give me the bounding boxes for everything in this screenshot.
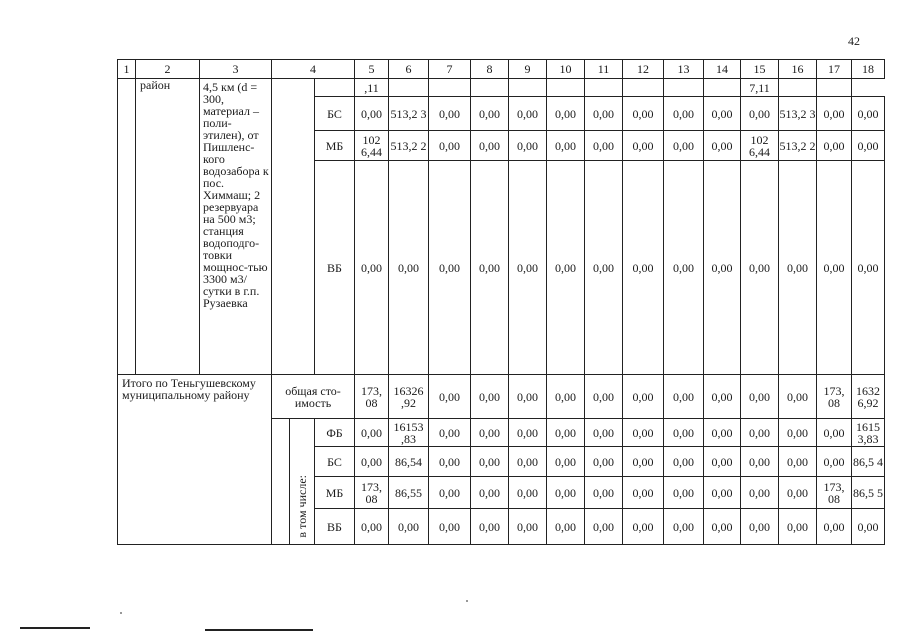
value-cell: 0,00 <box>429 131 471 161</box>
total-label: Итого по Теньгушевскому муниципальному району <box>118 375 272 545</box>
value-cell: 0,00 <box>429 509 471 545</box>
value-cell: 0,00 <box>779 477 817 509</box>
header-cell: 5 <box>355 60 389 79</box>
value-cell: 0,00 <box>585 509 623 545</box>
scan-speck <box>466 600 468 602</box>
value-cell: 0,00 <box>817 161 852 375</box>
value-cell: 0,00 <box>429 477 471 509</box>
value-cell: 0,00 <box>429 419 471 447</box>
value-cell: 0,00 <box>471 419 509 447</box>
scan-edge-line <box>20 627 90 629</box>
value-cell: 0,00 <box>355 97 389 131</box>
header-cell: 10 <box>547 60 585 79</box>
value-cell: 0,00 <box>509 375 547 419</box>
value-cell: 0,00 <box>585 477 623 509</box>
value-cell: 0,00 <box>623 419 664 447</box>
source-cell: БС <box>315 447 355 477</box>
value-cell: 513,2 2 <box>389 131 429 161</box>
general-cost-label: общая сто-имость <box>272 375 355 419</box>
value-cell: 0,00 <box>741 375 779 419</box>
header-cell: 8 <box>471 60 509 79</box>
value-cell <box>704 79 741 97</box>
value-cell: 0,00 <box>585 161 623 375</box>
header-cell: 18 <box>852 60 885 79</box>
value-cell: 513,2 3 <box>779 97 817 131</box>
value-cell: 0,00 <box>704 131 741 161</box>
value-cell: 0,00 <box>664 131 704 161</box>
value-cell: 0,00 <box>471 161 509 375</box>
value-cell: 0,00 <box>852 509 885 545</box>
index-cell <box>118 79 136 375</box>
value-cell: 0,00 <box>509 447 547 477</box>
header-cell: 3 <box>200 60 272 79</box>
value-cell: 0,00 <box>704 375 741 419</box>
value-cell: 0,00 <box>429 375 471 419</box>
value-cell <box>623 79 664 97</box>
value-cell: 0,00 <box>623 375 664 419</box>
value-cell: 0,00 <box>623 477 664 509</box>
empty-cell <box>272 419 290 545</box>
value-cell: 102 6,44 <box>355 131 389 161</box>
header-cell: 14 <box>704 60 741 79</box>
value-cell: 0,00 <box>817 447 852 477</box>
value-cell: 16153 ,83 <box>389 419 429 447</box>
source-cell: МБ <box>315 477 355 509</box>
value-cell: 0,00 <box>509 419 547 447</box>
value-cell: 0,00 <box>817 131 852 161</box>
header-cell: 13 <box>664 60 704 79</box>
value-cell: 173, 08 <box>817 375 852 419</box>
value-cell <box>389 79 429 97</box>
including-label: в том числе: <box>290 419 315 545</box>
value-cell: 0,00 <box>355 161 389 375</box>
header-cell: 1 <box>118 60 136 79</box>
value-cell: 0,00 <box>779 419 817 447</box>
value-cell: 0,00 <box>585 131 623 161</box>
value-cell: 0,00 <box>547 97 585 131</box>
value-cell: 0,00 <box>471 509 509 545</box>
value-cell: 1615 3,83 <box>852 419 885 447</box>
empty-cell <box>272 79 315 375</box>
value-cell: 0,00 <box>471 375 509 419</box>
value-cell <box>509 79 547 97</box>
value-cell: 7,11 <box>741 79 779 97</box>
header-cell: 4 <box>272 60 355 79</box>
value-cell: 0,00 <box>704 97 741 131</box>
value-cell: 0,00 <box>664 509 704 545</box>
value-cell: ,11 <box>355 79 389 97</box>
value-cell <box>817 79 852 97</box>
value-cell: 86,5 4 <box>852 447 885 477</box>
value-cell: 0,00 <box>852 161 885 375</box>
header-cell: 17 <box>817 60 852 79</box>
value-cell: 0,00 <box>664 97 704 131</box>
value-cell: 0,00 <box>471 97 509 131</box>
value-cell: 0,00 <box>547 131 585 161</box>
value-cell: 0,00 <box>547 419 585 447</box>
value-cell <box>585 79 623 97</box>
value-cell: 0,00 <box>704 419 741 447</box>
value-cell: 0,00 <box>471 477 509 509</box>
value-cell <box>547 79 585 97</box>
value-cell: 0,00 <box>547 375 585 419</box>
scan-speck <box>120 612 122 614</box>
value-cell: 0,00 <box>623 131 664 161</box>
value-cell <box>315 79 355 97</box>
value-cell: 86,5 5 <box>852 477 885 509</box>
value-cell: 0,00 <box>817 419 852 447</box>
value-cell <box>471 79 509 97</box>
value-cell: 0,00 <box>471 447 509 477</box>
district-cell: район <box>136 79 200 375</box>
source-cell: ВБ <box>315 509 355 545</box>
value-cell: 173, 08 <box>355 375 389 419</box>
value-cell: 0,00 <box>741 447 779 477</box>
source-cell: МБ <box>315 131 355 161</box>
header-row <box>118 60 885 79</box>
scan-edge-line <box>205 629 313 631</box>
value-cell: 0,00 <box>355 447 389 477</box>
value-cell: 0,00 <box>741 509 779 545</box>
table-row <box>118 79 885 97</box>
value-cell: 0,00 <box>471 131 509 161</box>
value-cell: 0,00 <box>664 375 704 419</box>
header-cell: 6 <box>389 60 429 79</box>
value-cell: 1632 6,92 <box>852 375 885 419</box>
value-cell: 0,00 <box>664 419 704 447</box>
value-cell: 0,00 <box>547 509 585 545</box>
value-cell: 0,00 <box>389 509 429 545</box>
value-cell: 0,00 <box>779 375 817 419</box>
value-cell: 16326 ,92 <box>389 375 429 419</box>
value-cell: 0,00 <box>429 97 471 131</box>
value-cell: 0,00 <box>704 161 741 375</box>
value-cell <box>664 79 704 97</box>
header-cell: 9 <box>509 60 547 79</box>
value-cell: 0,00 <box>852 131 885 161</box>
value-cell: 0,00 <box>585 97 623 131</box>
value-cell: 0,00 <box>664 477 704 509</box>
value-cell: 0,00 <box>741 477 779 509</box>
header-cell: 11 <box>585 60 623 79</box>
value-cell: 0,00 <box>623 97 664 131</box>
value-cell: 0,00 <box>355 509 389 545</box>
value-cell: 0,00 <box>623 509 664 545</box>
page-number: 42 <box>848 34 860 48</box>
value-cell: 0,00 <box>623 161 664 375</box>
value-cell: 0,00 <box>585 375 623 419</box>
value-cell: 0,00 <box>623 447 664 477</box>
value-cell: 86,54 <box>389 447 429 477</box>
value-cell: 0,00 <box>355 419 389 447</box>
value-cell: 86,55 <box>389 477 429 509</box>
value-cell: 0,00 <box>704 477 741 509</box>
value-cell: 0,00 <box>779 509 817 545</box>
value-cell: 0,00 <box>817 97 852 131</box>
source-cell: ВБ <box>315 161 355 375</box>
value-cell: 0,00 <box>741 97 779 131</box>
value-cell: 513,2 2 <box>779 131 817 161</box>
total-row <box>118 375 885 419</box>
value-cell: 0,00 <box>817 509 852 545</box>
value-cell: 0,00 <box>509 477 547 509</box>
value-cell: 0,00 <box>509 161 547 375</box>
header-cell: 12 <box>623 60 664 79</box>
value-cell: 0,00 <box>704 509 741 545</box>
header-cell: 7 <box>429 60 471 79</box>
value-cell: 0,00 <box>704 447 741 477</box>
budget-table <box>117 59 885 545</box>
value-cell: 0,00 <box>547 477 585 509</box>
value-cell: 0,00 <box>547 447 585 477</box>
value-cell: 0,00 <box>741 161 779 375</box>
header-cell: 16 <box>779 60 817 79</box>
value-cell: 0,00 <box>429 161 471 375</box>
value-cell: 0,00 <box>852 97 885 131</box>
value-cell: 0,00 <box>585 447 623 477</box>
value-cell <box>779 79 817 97</box>
header-cell: 2 <box>136 60 200 79</box>
value-cell: 0,00 <box>664 161 704 375</box>
project-description: 4,5 км (d = 300, материал – поли-этилен), от Пишленс-кого водозабора к пос. Химмаш; 2 резервуара на 500 м3; станция водоподго-товки мощнос-тью 3300 м3/сутки в г.п. Рузаевка <box>200 79 272 375</box>
value-cell: 0,00 <box>547 161 585 375</box>
value-cell: 173, 08 <box>817 477 852 509</box>
source-cell: БС <box>315 97 355 131</box>
value-cell: 0,00 <box>509 131 547 161</box>
value-cell <box>429 79 471 97</box>
value-cell: 0,00 <box>509 509 547 545</box>
value-cell: 102 6,44 <box>741 131 779 161</box>
header-cell: 15 <box>741 60 779 79</box>
value-cell: 173, 08 <box>355 477 389 509</box>
source-cell: ФБ <box>315 419 355 447</box>
value-cell: 0,00 <box>585 419 623 447</box>
value-cell: 0,00 <box>779 447 817 477</box>
value-cell: 0,00 <box>664 447 704 477</box>
value-cell: 0,00 <box>429 447 471 477</box>
value-cell: 513,2 3 <box>389 97 429 131</box>
value-cell: 0,00 <box>779 161 817 375</box>
value-cell: 0,00 <box>509 97 547 131</box>
value-cell: 0,00 <box>389 161 429 375</box>
value-cell: 0,00 <box>741 419 779 447</box>
